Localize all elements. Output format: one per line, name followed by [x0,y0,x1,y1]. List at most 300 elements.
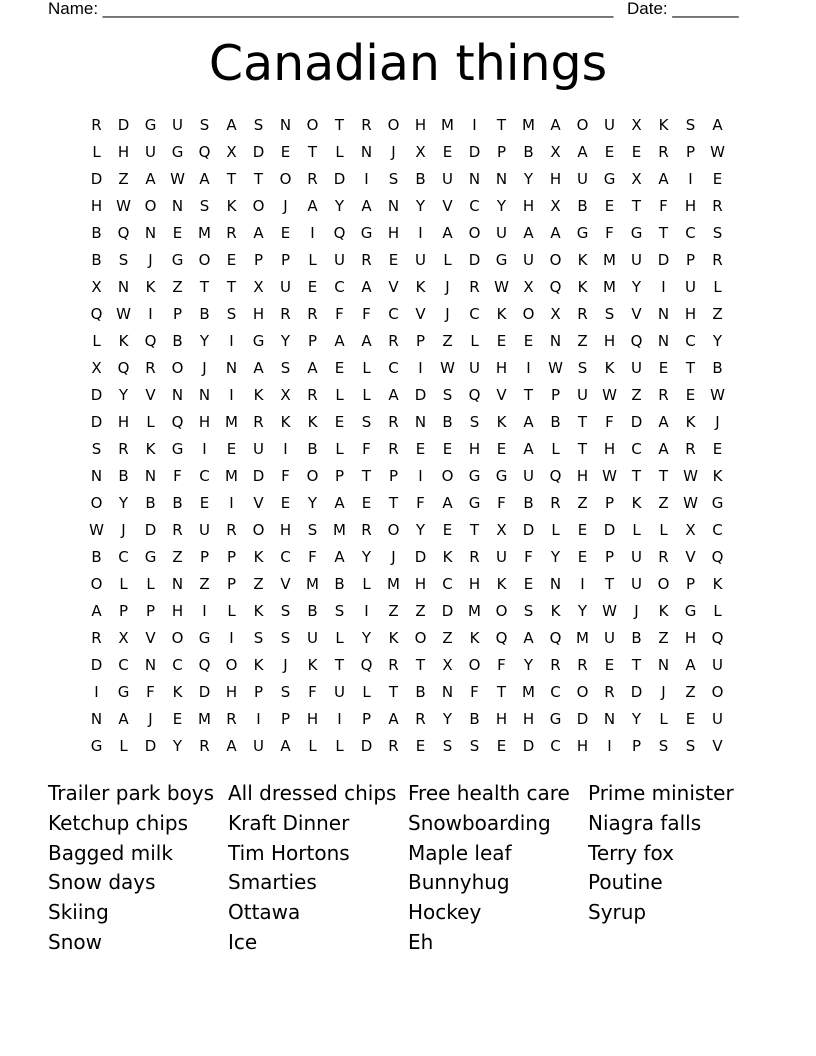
grid-letter: Z [253,575,264,593]
grid-letter: Q [711,548,724,566]
grid-letter: I [283,440,288,458]
grid-letter: O [90,494,103,512]
grid-letter: P [226,548,237,566]
grid-letter: K [118,332,129,350]
grid-letter: Y [712,332,723,350]
grid-letter: I [418,224,423,242]
word-bank-item: Snow days [48,870,156,895]
grid-letter: D [90,386,103,404]
grid-letter: U [334,251,345,269]
grid-row [83,382,731,409]
grid-letter: R [712,251,723,269]
grid-row [83,436,731,463]
grid-letter: L [713,602,722,620]
grid-letter: K [145,278,156,296]
grid-letter: H [576,467,589,485]
grid-letter: V [685,548,696,566]
grid-letter: S [685,116,696,134]
grid-letter: L [335,386,344,404]
grid-letter: O [549,251,562,269]
grid-letter: Y [280,332,291,350]
grid-letter: A [712,116,723,134]
grid-letter: D [90,170,103,188]
grid-letter: I [472,116,477,134]
grid-letter: Z [658,494,669,512]
grid-letter: Z [631,386,642,404]
word-bank-item: Smarties [228,870,317,895]
grid-row [83,544,731,571]
word-bank [48,779,768,958]
word-bank-item: Snowboarding [408,810,551,835]
grid-letter: L [362,575,371,593]
grid-letter: U [577,170,588,188]
grid-letter: J [391,548,396,566]
grid-letter: Z [577,494,588,512]
grid-letter: M [522,116,535,134]
grid-letter: V [631,305,642,323]
grid-letter: R [577,305,588,323]
grid-letter: J [391,143,396,161]
grid-letter: G [144,116,157,134]
grid-letter: F [659,197,668,215]
grid-letter: A [118,710,129,728]
grid-letter: X [91,278,102,296]
grid-letter: E [280,494,291,512]
grid-letter: O [171,629,184,647]
grid-letter: C [550,737,561,755]
grid-letter: Y [631,278,642,296]
grid-row [83,625,731,652]
grid-letter: T [577,440,588,458]
grid-letter: H [171,602,184,620]
grid-letter: B [550,413,561,431]
grid-letter: U [523,467,534,485]
grid-letter: U [415,251,426,269]
grid-letter: F [146,683,155,701]
grid-letter: D [630,413,643,431]
grid-letter: B [442,413,453,431]
grid-letter: P [307,332,318,350]
grid-letter: B [307,440,318,458]
grid-letter: B [172,494,183,512]
grid-letter: T [334,656,345,674]
grid-letter: E [442,440,453,458]
grid-letter: G [90,737,103,755]
grid-letter: Y [199,332,210,350]
grid-letter: Y [361,548,372,566]
grid-letter: C [631,440,642,458]
grid-letter: A [685,656,696,674]
grid-letter: R [658,143,669,161]
grid-letter: M [603,278,616,296]
grid-letter: I [310,224,315,242]
grid-letter: D [252,467,265,485]
grid-letter: J [445,278,450,296]
grid-letter: Q [630,332,643,350]
grid-letter: N [90,467,103,485]
grid-row [83,463,731,490]
grid-letter: R [550,656,561,674]
grid-letter: D [630,683,643,701]
grid-letter: D [468,143,481,161]
grid-letter: L [362,386,371,404]
grid-letter: K [577,251,588,269]
date-field-label: Date: _______ [627,0,739,18]
grid-letter: S [334,602,345,620]
grid-letter: H [306,710,319,728]
grid-letter: Q [549,467,562,485]
grid-letter: C [118,548,129,566]
grid-letter: S [604,305,615,323]
word-bank-item: Ottawa [228,900,301,925]
grid-row [83,274,731,301]
grid-letter: E [631,143,642,161]
grid-letter: O [306,467,319,485]
grid-letter: L [551,440,560,458]
grid-row [83,733,731,760]
grid-letter: V [388,278,399,296]
grid-letter: O [387,116,400,134]
grid-letter: K [442,548,453,566]
grid-letter: W [494,278,509,296]
grid-letter: T [199,278,210,296]
grid-letter: U [145,143,156,161]
grid-letter: N [171,386,184,404]
grid-letter: N [387,197,400,215]
grid-letter: E [442,143,453,161]
grid-letter: X [685,521,696,539]
grid-letter: Z [712,305,723,323]
grid-letter: B [712,359,723,377]
grid-letter: P [118,602,129,620]
grid-letter: Q [333,224,346,242]
grid-letter: F [470,683,479,701]
grid-letter: T [523,386,534,404]
grid-letter: W [440,359,455,377]
grid-letter: I [526,359,531,377]
grid-letter: G [495,251,508,269]
grid-letter: G [171,440,184,458]
grid-letter: D [657,251,670,269]
grid-letter: L [551,521,560,539]
grid-letter: Z [172,548,183,566]
grid-letter: D [144,737,157,755]
grid-letter: E [280,143,291,161]
grid-letter: D [441,602,454,620]
grid-letter: O [522,305,535,323]
grid-letter: K [307,656,318,674]
grid-letter: A [280,737,291,755]
grid-letter: P [361,710,372,728]
word-bank-item: Trailer park boys [48,781,215,805]
grid-letter: F [605,224,614,242]
grid-letter: C [280,548,291,566]
grid-letter: L [632,521,641,539]
grid-letter: K [307,413,318,431]
grid-letter: Z [415,602,426,620]
grid-letter: W [170,170,185,188]
grid-letter: I [229,629,234,647]
grid-letter: A [658,413,669,431]
grid-letter: W [710,386,725,404]
grid-letter: H [117,413,130,431]
grid-letter: X [280,386,291,404]
grid-letter: S [199,116,210,134]
grid-letter: M [225,413,238,431]
grid-letter: N [603,710,616,728]
grid-letter: G [171,143,184,161]
grid-letter: L [362,359,371,377]
grid-letter: U [442,170,453,188]
grid-letter: C [550,683,561,701]
grid-letter: N [495,170,508,188]
grid-letter: G [495,467,508,485]
grid-letter: P [280,251,291,269]
word-bank-item: Ketchup chips [48,810,189,835]
grid-letter: E [604,656,615,674]
grid-letter: B [523,143,534,161]
grid-letter: U [496,224,507,242]
grid-letter: B [577,197,588,215]
grid-letter: G [576,224,589,242]
grid-letter: W [116,197,131,215]
grid-letter: G [117,683,130,701]
grid-letter: S [280,629,291,647]
grid-letter: C [388,305,399,323]
grid-letter: T [658,467,669,485]
grid-letter: K [253,548,264,566]
grid-letter: H [90,197,103,215]
grid-letter: E [496,440,507,458]
grid-letter: R [388,656,399,674]
grid-letter: N [549,575,562,593]
grid-letter: Q [144,332,157,350]
grid-letter: U [253,440,264,458]
grid-letter: R [226,710,237,728]
grid-letter: S [91,440,102,458]
grid-letter: O [90,575,103,593]
grid-letter: A [523,629,534,647]
grid-letter: K [550,602,561,620]
grid-letter: B [91,224,102,242]
grid-letter: U [712,710,723,728]
grid-letter: R [307,386,318,404]
grid-letter: A [388,710,399,728]
grid-letter: H [549,170,562,188]
grid-letter: R [361,521,372,539]
grid-letter: F [605,413,614,431]
grid-letter: Q [198,143,211,161]
grid-letter: U [631,251,642,269]
grid-letter: P [388,467,399,485]
grid-letter: L [146,575,155,593]
grid-letter: L [335,440,344,458]
grid-letter: A [523,440,534,458]
grid-letter: S [577,359,588,377]
grid-letter: U [631,359,642,377]
word-bank-item: Snow [48,929,102,954]
grid-letter: A [334,548,345,566]
grid-letter: D [603,521,616,539]
grid-letter: N [414,413,427,431]
grid-letter: L [713,278,722,296]
grid-letter: Y [118,386,129,404]
grid-letter: O [225,656,238,674]
grid-letter: N [279,116,292,134]
grid-letter: D [198,683,211,701]
grid-letter: K [253,656,264,674]
grid-letter: A [334,332,345,350]
grid-letter: Y [523,656,534,674]
grid-letter: O [306,116,319,134]
grid-letter: A [442,494,453,512]
grid-letter: J [634,602,639,620]
grid-letter: T [658,224,669,242]
grid-letter: V [280,575,291,593]
word-bank-item: Hockey [408,900,482,925]
word-bank-item: Syrup [588,900,647,925]
grid-letter: Y [415,197,426,215]
grid-letter: Y [334,197,345,215]
grid-letter: S [523,602,534,620]
grid-letter: F [524,548,533,566]
grid-letter: Q [198,656,211,674]
page-title: Canadian things [208,35,608,92]
grid-letter: R [415,710,426,728]
grid-letter: E [658,359,669,377]
grid-letter: A [361,197,372,215]
grid-letter: F [335,305,344,323]
grid-letter: P [550,386,561,404]
grid-letter: R [550,494,561,512]
grid-row [83,355,731,382]
grid-letter: W [602,467,617,485]
grid-row [83,328,731,355]
grid-letter: D [576,710,589,728]
grid-letter: F [497,656,506,674]
grid-letter: P [226,575,237,593]
grid-letter: E [442,521,453,539]
grid-letter: J [148,710,153,728]
grid-letter: O [711,683,724,701]
grid-letter: J [148,251,153,269]
word-bank-item: Maple leaf [408,840,512,865]
grid-letter: U [469,359,480,377]
grid-letter: C [442,575,453,593]
grid-letter: L [335,629,344,647]
grid-letter: H [522,710,535,728]
grid-letter: A [199,170,210,188]
grid-letter: U [253,737,264,755]
grid-letter: S [280,359,291,377]
grid-letter: X [523,278,534,296]
grid-letter: R [172,521,183,539]
grid-letter: K [388,629,399,647]
grid-row [83,409,731,436]
grid-letter: U [523,251,534,269]
grid-letter: T [226,170,237,188]
grid-letter: N [171,197,184,215]
grid-letter: K [280,413,291,431]
grid-letter: T [253,170,264,188]
grid-letter: C [334,278,345,296]
grid-letter: I [148,305,153,323]
grid-letter: T [631,197,642,215]
grid-letter: A [658,170,669,188]
grid-letter: D [90,413,103,431]
grid-letter: K [577,278,588,296]
grid-letter: A [91,602,102,620]
grid-letter: E [415,737,426,755]
grid-letter: L [308,737,317,755]
grid-letter: P [280,710,291,728]
grid-row [83,652,731,679]
grid-letter: C [118,656,129,674]
grid-letter: Q [117,224,130,242]
grid-letter: R [604,683,615,701]
word-bank-item: Ice [228,929,258,954]
grid-letter: K [496,305,507,323]
grid-letter: F [308,683,317,701]
grid-letter: I [580,575,585,593]
grid-letter: H [387,224,400,242]
grid-letter: U [712,656,723,674]
grid-letter: E [685,710,696,728]
grid-letter: A [361,278,372,296]
grid-letter: Q [711,629,724,647]
grid-letter: C [685,332,696,350]
grid-letter: D [522,521,535,539]
grid-letter: H [495,710,508,728]
grid-letter: U [280,278,291,296]
grid-letter: N [549,332,562,350]
grid-letter: X [226,143,237,161]
grid-letter: V [253,494,264,512]
grid-letter: P [685,575,696,593]
grid-letter: B [307,602,318,620]
grid-letter: J [121,521,126,539]
grid-letter: F [173,467,182,485]
grid-letter: O [198,251,211,269]
grid-letter: H [468,440,481,458]
grid-letter: J [661,683,666,701]
grid-letter: I [364,170,369,188]
grid-letter: L [362,683,371,701]
grid-letter: O [576,683,589,701]
grid-letter: J [715,413,720,431]
grid-letter: P [199,548,210,566]
grid-letter: Z [442,629,453,647]
grid-letter: B [91,548,102,566]
grid-letter: A [550,116,561,134]
grid-letter: I [661,278,666,296]
grid-letter: L [146,413,155,431]
grid-letter: P [604,494,615,512]
grid-letter: P [685,143,696,161]
grid-letter: U [496,548,507,566]
grid-letter: P [334,467,345,485]
grid-row [83,220,731,247]
grid-letter: W [602,602,617,620]
grid-letter: H [252,305,265,323]
grid-letter: J [283,656,288,674]
grid-letter: M [306,575,319,593]
grid-letter: H [522,197,535,215]
grid-letter: G [468,494,481,512]
grid-letter: I [364,602,369,620]
grid-letter: L [659,521,668,539]
grid-letter: D [414,548,427,566]
